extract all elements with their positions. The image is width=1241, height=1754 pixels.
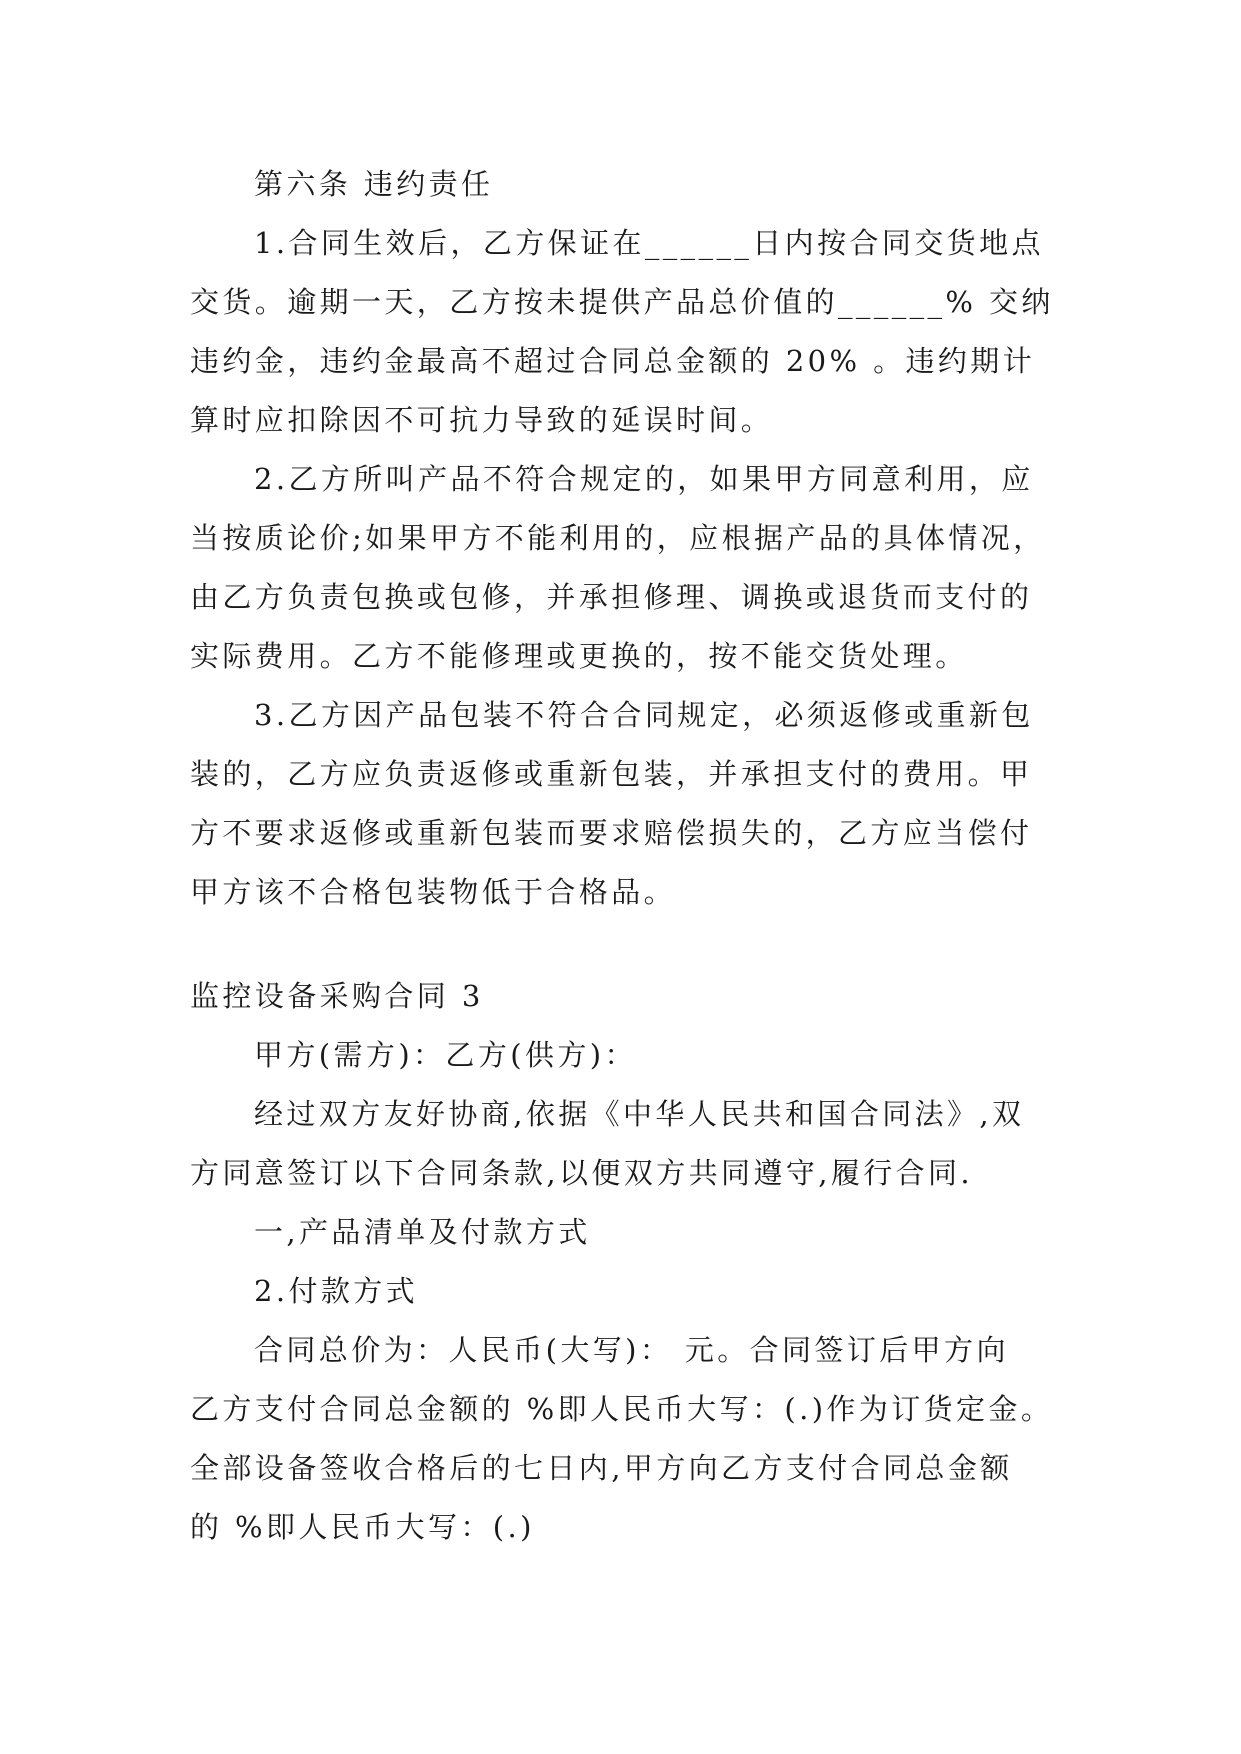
paragraph-line: 算时应扣除因不可抗力导致的延误时间。 [190, 403, 774, 437]
paragraph-line: 交货。逾期一天，乙方按未提供产品总价值的______% 交纳 [190, 285, 1054, 319]
paragraph-line: 乙方支付合同总金额的 %即人民币大写：(.)作为订货定金。 [190, 1392, 1054, 1426]
paragraph-line: 由乙方负责包换或包修，并承担修理、调换或退货而支付的 [190, 580, 1033, 614]
paragraph-line: 合同总价为：人民币(大写)： 元。合同签订后甲方向 [254, 1333, 1009, 1367]
paragraph-line: 全部设备签收合格后的七日内,甲方向乙方支付合同总金额 [190, 1451, 1013, 1485]
paragraph-line: 违约金，违约金最高不超过合同总金额的 20% 。违约期计 [190, 344, 1036, 378]
paragraph-line: 当按质论价;如果甲方不能利用的，应根据产品的具体情况， [190, 521, 1046, 555]
paragraph-line: 甲方该不合格包装物低于合格品。 [190, 875, 677, 909]
paragraph-line: 1.合同生效后，乙方保证在______日内按合同交货地点 [254, 226, 1044, 260]
paragraph-line: 装的，乙方应负责返修或重新包装，并承担支付的费用。甲 [190, 757, 1033, 791]
clause-heading: 2.付款方式 [254, 1274, 419, 1308]
document-title: 监控设备采购合同 3 [190, 979, 484, 1013]
paragraph-line: 方不要求返修或重新包装而要求赔偿损失的，乙方应当偿付 [190, 816, 1033, 850]
paragraph-line: 经过双方友好协商,依据《中华人民共和国合同法》,双 [254, 1097, 1025, 1131]
paragraph-line: 方同意签订以下合同条款,以便双方共同遵守,履行合同. [190, 1156, 974, 1190]
section-heading: 第六条 违约责任 [254, 167, 494, 201]
parties-line: 甲方(需方)：乙方(供方)： [254, 1038, 637, 1072]
clause-heading: 一,产品清单及付款方式 [254, 1215, 591, 1249]
paragraph-line: 的 %即人民币大写：(.) [190, 1510, 535, 1544]
paragraph-line: 3.乙方因产品包装不符合合同规定，必须返修或重新包 [254, 698, 1034, 732]
paragraph-line: 2.乙方所叫产品不符合规定的，如果甲方同意利用，应 [254, 462, 1034, 496]
paragraph-line: 实际费用。乙方不能修理或更换的，按不能交货处理。 [190, 639, 968, 673]
